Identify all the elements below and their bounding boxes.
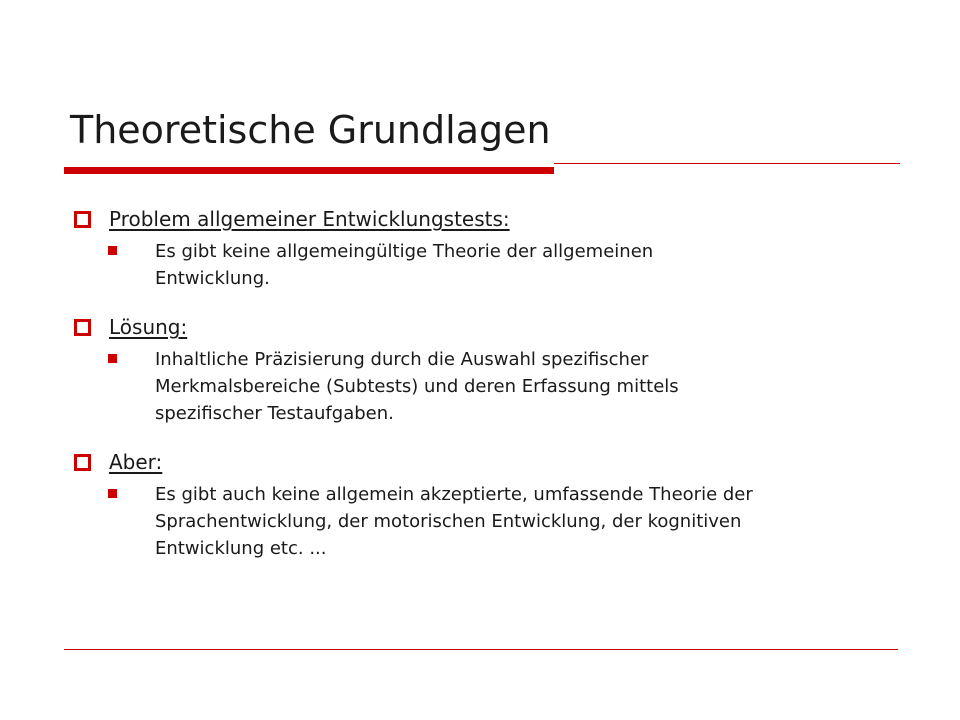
- square-bullet-icon: [108, 489, 117, 498]
- section-label: Aber:: [109, 450, 163, 474]
- square-bullet-icon: [108, 246, 117, 255]
- footer-rule: [64, 649, 898, 650]
- box-bullet-icon: [74, 211, 91, 228]
- box-bullet-icon: [74, 454, 91, 471]
- list-item-text: Es gibt auch keine allgemein akzeptierte, umfassende Theorie der Sprachentwicklung, der motorischen Entwicklung, der kognitiven Entwicklung etc. ...: [155, 484, 753, 559]
- section-label: Problem allgemeiner Entwicklungstests:: [109, 207, 510, 231]
- list-item-text: Es gibt keine allgemeingültige Theorie der allgemeinen Entwicklung.: [155, 241, 654, 289]
- section-loesung: [74, 314, 924, 427]
- section-problem: [74, 206, 924, 292]
- square-bullet-icon: [108, 354, 117, 363]
- title-underline-thick: [64, 167, 554, 174]
- title-underline-thin: [554, 163, 900, 164]
- section-aber: [74, 449, 924, 562]
- section-label: Lösung:: [109, 315, 188, 339]
- list-item: [108, 238, 924, 292]
- list-item: [108, 481, 924, 562]
- slide-content: [74, 206, 924, 584]
- list-item: [108, 346, 924, 427]
- slide-title: Theoretische Grundlagen: [70, 108, 551, 152]
- box-bullet-icon: [74, 319, 91, 336]
- list-item-text: Inhaltliche Präzisierung durch die Auswahl spezifischer Merkmalsbereiche (Subtests) und deren Erfassung mittels spezifischer Testaufgaben.: [155, 349, 679, 424]
